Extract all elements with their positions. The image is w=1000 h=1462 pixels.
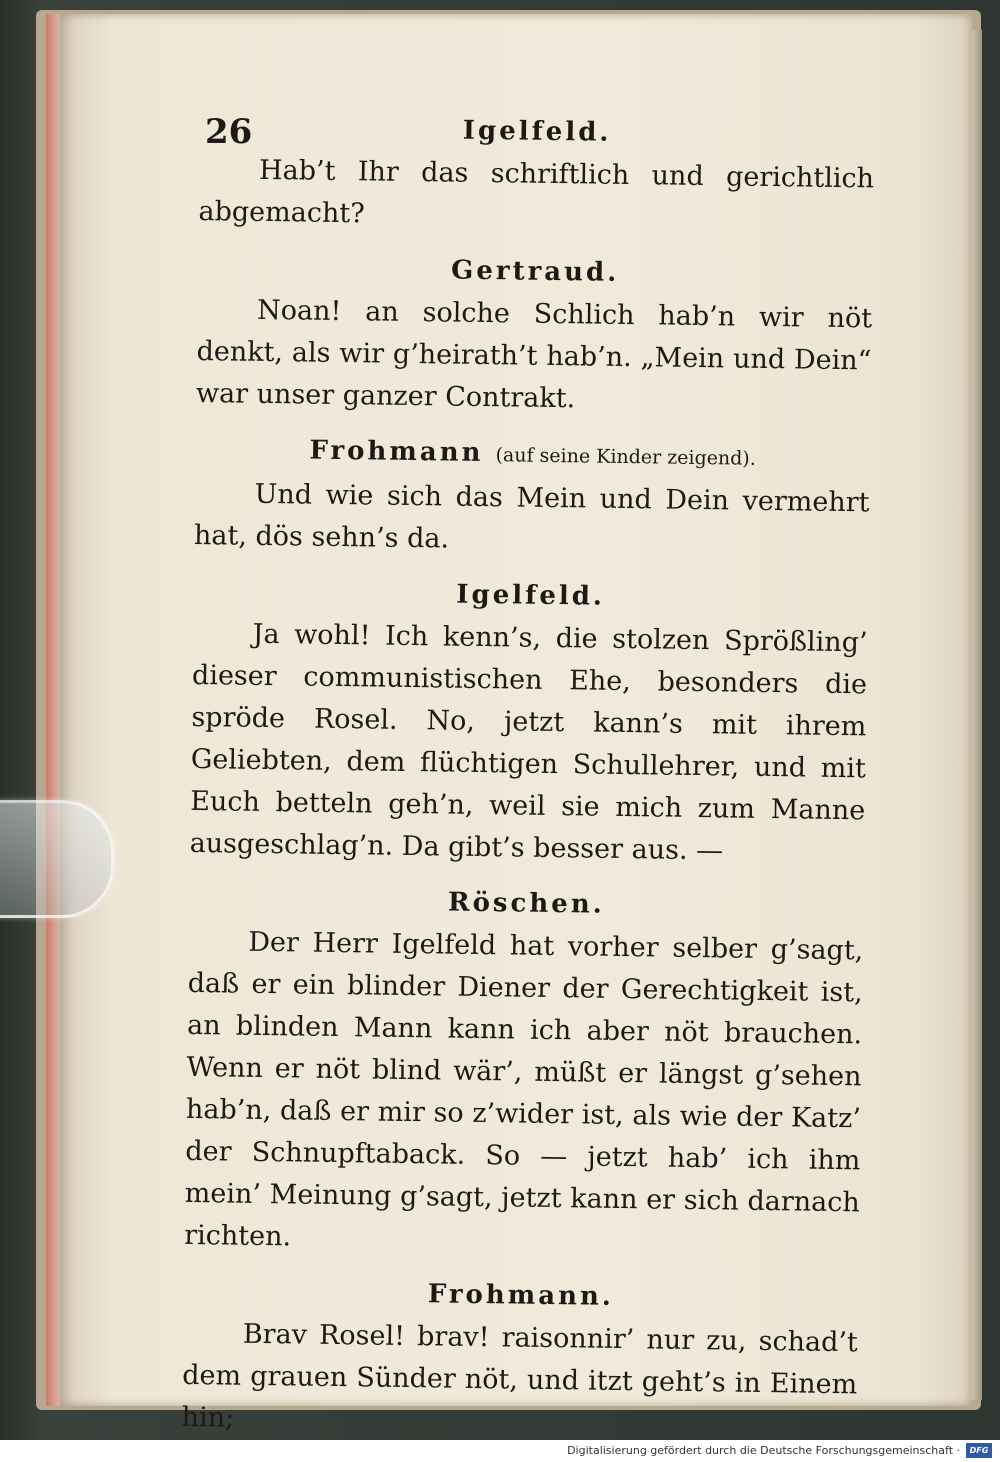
- speaker-name: Igelfeld.: [456, 579, 606, 612]
- speaker-name: Igelfeld.: [462, 115, 612, 148]
- dialogue-paragraph: Hab’t Ihr das schriftlich und gerichtlich abgemacht?: [198, 154, 875, 230]
- speaker-name: Frohmann.: [427, 1279, 615, 1312]
- dialogue-paragraph: Und wie sich das Mein und Dein vermehrt hat, dös sehn’s da.: [193, 478, 870, 555]
- dialogue-paragraph: Der Herr Igelfeld hat vorher selber g’sagt, daß er ein blinder Diener der Gerechtigkeit ist, an blinden Mann kann ich aber nöt brauchen. Wenn er nöt blind wär’, müßt er längst g’sehen hab’n, daß er mir so z’wider ist, als wie der Katz’ der Schnupftaback. So — jetzt hab’ ich ihm mein’ Meinung g’sagt, jetzt kann er sich darnach richten.: [183, 926, 864, 1253]
- speaker-name: Röschen.: [447, 887, 605, 920]
- dfg-logo-icon: DFG: [966, 1443, 992, 1458]
- page-text: [181, 105, 875, 1460]
- footer-bar: [0, 1440, 1000, 1462]
- dialogue-paragraph: Brav Rosel! brav! raisonnir’ nur zu, schad’t dem grauen Sünder nöt, und itzt geht’s in Einem hin;: [181, 1318, 858, 1434]
- dialogue-section: [181, 1269, 858, 1448]
- page-number: 26: [205, 112, 253, 152]
- next-page-edge: [972, 30, 982, 1400]
- dialogue-section: [184, 877, 864, 1266]
- speaker-name: Gertraud.: [450, 255, 620, 288]
- dialogue-section: [198, 105, 875, 242]
- dialogue-paragraph: Ja wohl! Ich kenn’s, die stolzen Sprößling’ dieser communistischen Ehe, besonders die spröde Rosel. No, jetzt kann’s mit ihrem Geliebten, dem flüchtigen Schullehrer, und mit Euch betteln geh’n, weil sie mich zum Manne ausgeschlag’n. Da gibt’s besser aus. —: [189, 618, 868, 867]
- page-clip: [0, 800, 114, 918]
- dialogue-section: [194, 427, 871, 566]
- speaker-name: Frohmann: [309, 435, 484, 468]
- footer-credit: Digitalisierung gefördert durch die Deutsche Forschungsgemeinschaft ·: [567, 1444, 960, 1457]
- dialogue-section: [196, 245, 873, 424]
- dialogue-section: [189, 569, 868, 874]
- stage-direction: (auf seine Kinder zeigend).: [495, 444, 756, 470]
- dialogue-paragraph: Noan! an solche Schlich hab’n wir nöt denkt, als wir g’heirath’t hab’n. „Mein und Dein“ war unser ganzer Contrakt.: [195, 294, 873, 415]
